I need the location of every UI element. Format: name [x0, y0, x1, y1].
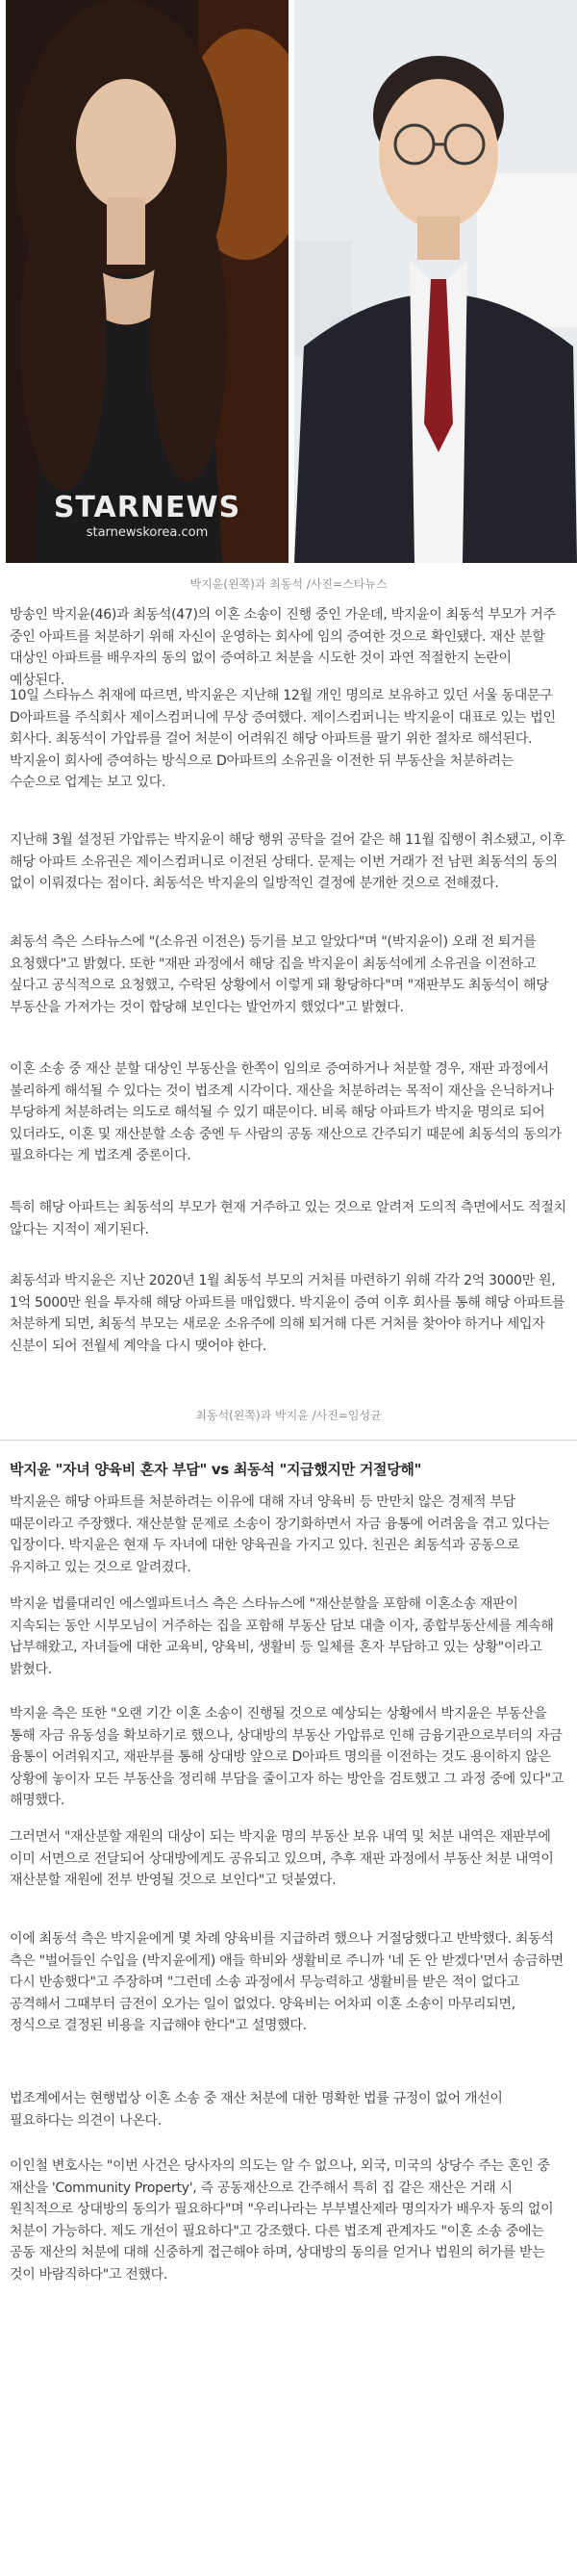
article-paragraph: 박지윤은 해당 아파트를 처분하려는 이유에 대해 자녀 양육비 등 만만치 않은 경제적 부담 때문이라고 주장했다. 재산분할 문제로 소송이 장기화하면서 자금 융통에 어려움을 겪고 있다는 입장이다. 박지윤은 현재 두 자녀에 대한 양육권을 가지고 있다. 친권은 최동석과 공동으로 유지하고 있는 것으로 알려졌다. [10, 1494, 550, 1575]
article-paragraph: 법조계에서는 현행법상 이혼 소송 중 재산 처분에 대한 명확한 법률 규정이 없어 개선이 필요하다는 의견이 나온다. [10, 2091, 503, 2129]
photo-right [294, 0, 577, 563]
watermark: STARNEWS [53, 491, 241, 524]
photo-caption-2: 최동석(왼쪽)과 박지윤 /사진=임성균 [195, 1409, 382, 1422]
article-paragraph: 이에 최동석 측은 박지윤에게 몇 차례 양육비를 지급하려 했으나 거절당했다고 반박했다. 최동석 측은 "벌어들인 수입을 (박지윤에게) 애들 학비와 생활비로 주니까 '네 돈 안 받겠다'면서 송금하면 다시 반송했다"고 주장하며 "그런데 소송 과정에서 무능력하고 생활비를 받은 적이 없다고 공격해서 그때부터 금전이 오가는 일이 없었다. 양육비는 어차피 이혼 소송이 마무리되면, 정식으로 결정된 비용을 지급해야 한다"고 설명했다. [10, 1931, 564, 2034]
article-paragraph: 박지윤 법률대리인 에스엘파트너스 측은 스타뉴스에 "재산분할을 포함해 이혼소송 재판이 지속되는 동안 시부모님이 거주하는 집을 포함해 부동산 담보 대출 이자, 종합부동산세를 계속해 납부해왔고, 자녀들에 대한 교육비, 양육비, 생활비 등 일체를 혼자 부담하고 있는 상황"이라고 밝혔다. [10, 1596, 554, 1677]
watermark-url: starnewskorea.com [86, 525, 209, 540]
photo-caption-1: 박지윤(왼쪽)과 최동석 /사진=스타뉴스 [189, 577, 388, 591]
article-paragraph: 최동석 측은 스타뉴스에 "(소유권 이전은) 등기를 보고 알았다"며 "(박지윤이) 오래 전 퇴거를 요청했다"고 밝혔다. 또한 "재판 과정에서 해당 집을 박지윤이 최동석에게 소유권을 이전하고 싶다고 공식적으로 요청했고, 수락된 상황에서 이렇게 돼 황당하다"며 "재판부도 최동석이 해당 부동산을 가져가는 것이 합당해 보인다는 발언까지 했었다"고 밝혔다. [10, 934, 549, 1015]
photo-row [6, 0, 577, 563]
section-subheading: 박지윤 "자녀 양육비 혼자 부담" vs 최동석 "지급했지만 거절당해" [10, 1461, 422, 1478]
article-paragraph: 10일 스타뉴스 취재에 따르면, 박지윤은 지난해 12월 개인 명의로 보유하고 있던 서울 동대문구 D아파트를 주식회사 제이스컴퍼니에 무상 증여했다. 제이스컴퍼니는 박지윤이 대표로 있는 법인 회사다. 최동석이 가압류를 걸어 처분이 어려워진 해당 아파트를 팔기 위한 절차로 해석된다. 박지윤이 회사에 증여하는 방식으로 D아파트의 소유권을 이전한 뒤 부동산을 처분하려는 수순으로 업계는 보고 있다. [10, 688, 556, 791]
article-paragraph: 이혼 소송 중 재산 분할 대상인 부동산을 한쪽이 임의로 증여하거나 처분할 경우, 재판 과정에서 불리하게 해석될 수 있다는 것이 법조계 시각이다. 재산을 처분하려는 목적이 재산을 은닉하거나 부당하게 처분하려는 의도로 해석될 수 있기 때문이다. 비록 해당 아파트가 박지윤 명의로 되어 있더라도, 이혼 및 재산분할 소송 중엔 두 사람의 공동 재산으로 간주되기 때문에 최동석의 동의가 필요하다는 게 법조계 중론이다. [10, 1061, 562, 1164]
photo-left [6, 0, 288, 563]
article-paragraph: 그러면서 "재산분할 재원의 대상이 되는 박지윤 명의 부동산 보유 내역 및 처분 내역은 재판부에 이미 서면으로 전달되어 상대방에게도 공유되고 있으며, 추후 재판 과정에서 부동산 처분 내역이 재산분할 재원에 전부 반영될 것으로 보인다"고 덧붙였다. [10, 1829, 554, 1889]
article-paragraph: 최동석과 박지윤은 지난 2020년 1월 최동석 부모의 거처를 마련하기 위해 각각 2억 3000만 원, 1억 5000만 원을 투자해 해당 아파트를 매입했다. 박지윤이 증여 이후 회사를 통해 해당 아파트를 처분하게 되면, 최동석 부모는 새로운 소유주에 의해 퇴거해 다른 거처를 찾아야 하거나 세입자 신분이 되어 전월세 계약을 다시 맺어야 한다. [10, 1273, 565, 1354]
section-divider [0, 1440, 577, 1441]
article-paragraph: 방송인 박지윤(46)과 최동석(47)의 이혼 소송이 진행 중인 가운데, 박지윤이 최동석 부모가 거주 중인 아파트를 처분하기 위해 자신이 운영하는 회사에 임의 증여한 것으로 확인됐다. 재산 분할 대상인 아파트를 배우자의 동의 없이 증여하고 처분을 시도한 것이 과연 적절한지 논란이 예상된다. [10, 607, 556, 688]
article-paragraph: 특히 해당 아파트는 최동석의 부모가 현재 거주하고 있는 것으로 알려져 도의적 측면에서도 적절치 않다는 지적이 제기된다. [10, 1200, 566, 1237]
article-paragraph: 이인철 변호사는 "이번 사건은 당사자의 의도는 알 수 없으나, 외국, 미국의 상당수 주는 혼인 중 재산을 'Community Property', 즉 공동재산으로 간주해서 특히 집 같은 재산은 거래 시 원칙적으로 상대방의 동의가 필요하다"며 "우리나라는 부부별산제라 명의자가 배우자 동의 없이 처분이 가능하다. 제도 개선이 필요하다"고 강조했다. 다른 법조계 관계자도 "이혼 소송 중에는 공동 재산의 처분에 대해 신중하게 접근해야 하며, 상대방의 동의를 얻거나 법원의 허가를 받는 것이 바람직하다"고 전했다. [10, 2158, 554, 2283]
article-paragraph: 박지윤 측은 또한 "오랜 기간 이혼 소송이 진행될 것으로 예상되는 상황에서 박지윤은 부동산을 통해 자금 유동성을 확보하기로 했으나, 상대방의 부동산 가압류로 인해 금융기관으로부터의 자금 융통이 어려워지고, 재판부를 통해 상대방 앞으로 D아파트 명의를 이전하는 것도 용이하지 않은 상황에 놓이자 모든 부동산을 정리해 부담을 줄이고자 하는 방안을 검토했고 그 과정 중에 있다"고 해명했다. [10, 1706, 564, 1809]
article-paragraph: 지난해 3월 설정된 가압류는 박지윤이 해당 행위 공탁을 걸어 같은 해 11월 집행이 취소됐고, 이후 해당 아파트 소유권은 제이스컴퍼니로 이전된 상태다. 문제는 이번 거래가 전 남편 최동석의 동의 없이 이뤄졌다는 점이다. 최동석은 박지윤의 일방적인 결정에 분개한 것으로 전해졌다. [10, 832, 565, 892]
